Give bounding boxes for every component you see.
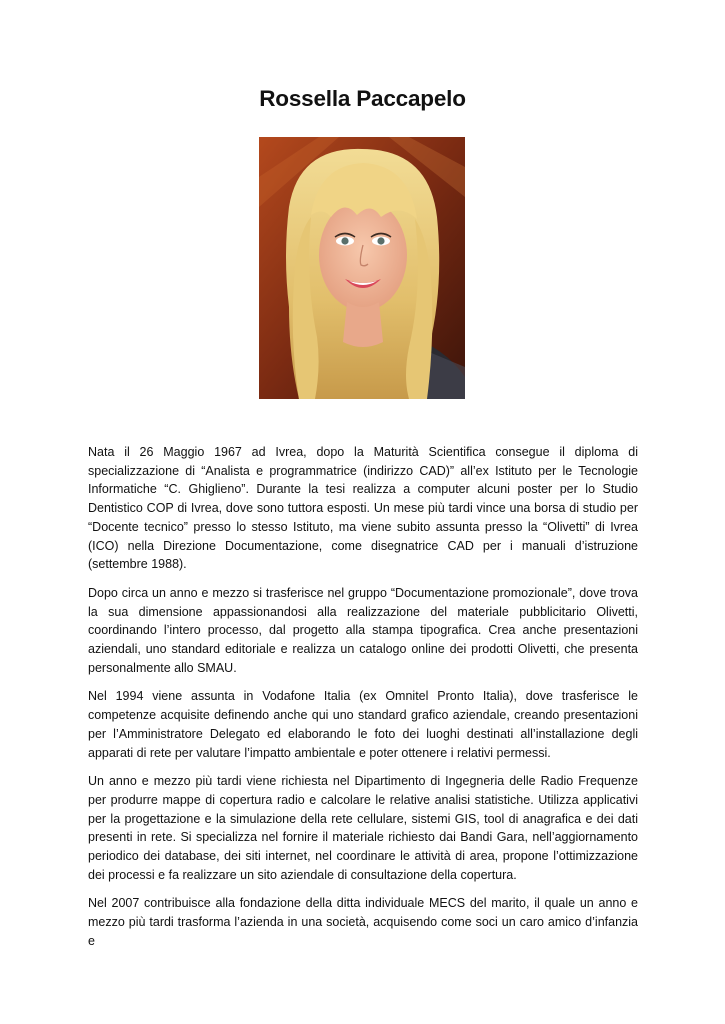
page-title: Rossella Paccapelo	[259, 86, 466, 111]
biography-text	[88, 443, 638, 961]
portrait-illustration	[259, 137, 465, 399]
paragraph-2: Dopo circa un anno e mezzo si trasferisce nel gruppo “Documentazione promozionale”, dove trova la sua dimensione appassionandosi alla realizzazione del materiale pubblicitario Olivetti, coordinando l’intero processo, dal progetto alla stampa tipografica. Crea anche presentazioni aziendali, uno standard editoriale e realizza un catalogo online dei prodotti Olivetti, che presenta personalmente allo SMAU.	[88, 585, 638, 675]
paragraph-4: Un anno e mezzo più tardi viene richiesta nel Dipartimento di Ingegneria delle Radio Frequenze per produrre mappe di copertura radio e calcolare le relative analisi statistiche. Utilizza applicativi per la progettazione e la simulazione della rete cellulare, sistemi GIS, tool di anagrafica e dei dati presenti in rete. Si specializza nel fornire il materiale richiesto dai Bandi Gara, nell’aggiornamento periodico dei database, dei siti internet, nel coordinare le attività di area, propone l’ottimizzazione dei processi e fa realizzare un sito aziendale di consultazione della copertura.	[88, 774, 638, 882]
portrait-photo	[259, 137, 465, 399]
paragraph-3: Nel 1994 viene assunta in Vodafone Italia (ex Omnitel Pronto Italia), dove trasferisce le competenze acquisite definendo anche qui uno standard grafico aziendale, creando presentazioni per l’Amministratore Delegato ed elaborando le foto dei luoghi destinati all’installazione degli apparati di rete per valutare l’impatto ambientale e poter ottenere i relativi permessi.	[88, 689, 638, 760]
paragraph-1: Nata il 26 Maggio 1967 ad Ivrea, dopo la Maturità Scientifica consegue il diploma di specializzazione di “Analista e programmatrice (indirizzo CAD)” all’ex Istituto per le Tecnologie Informatiche “C. Ghiglieno”. Durante la tesi realizza a computer alcuni poster per lo Studio Dentistico COP di Ivrea, dove sono tuttora esposti. Un mese più tardi vince una borsa di studio per “Docente tecnico” presso lo stesso Istituto, ma viene subito assunta presso la “Olivetti” di Ivrea (ICO) nella Direzione Documentazione, come disegnatrice CAD per i manuali d’istruzione (settembre 1988).	[88, 445, 638, 572]
paragraph-5: Nel 2007 contribuisce alla fondazione della ditta individuale MECS del marito, il quale un anno e mezzo più tardi trasforma l’azienda in una società, acquisendo come soci un caro amico d’infanzia e	[88, 896, 638, 948]
